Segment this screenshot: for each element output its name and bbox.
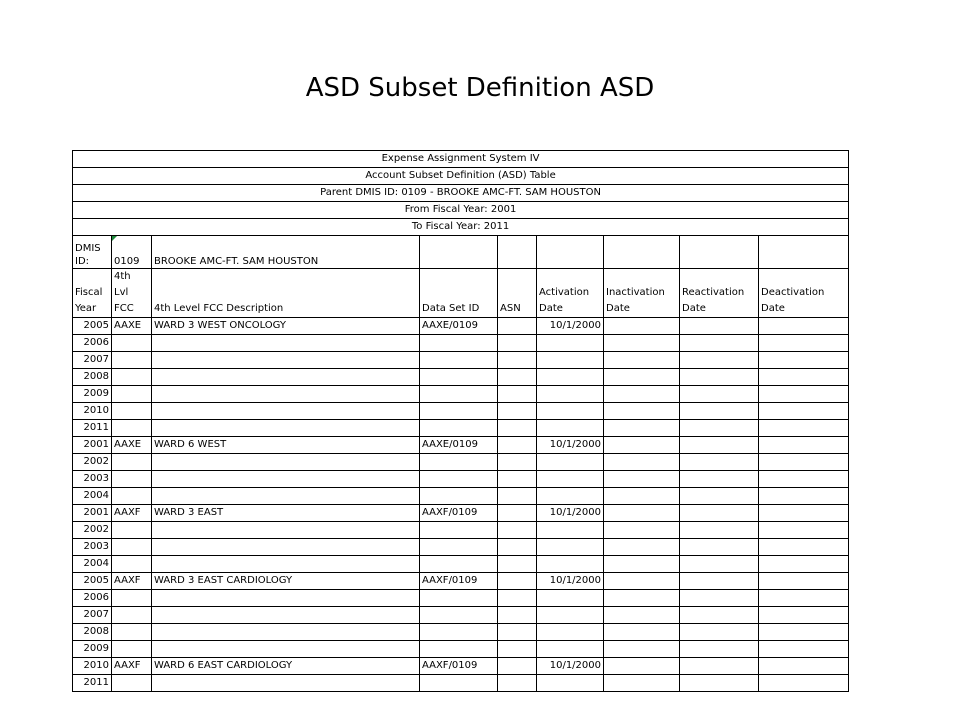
col-fiscal-year [73, 269, 112, 318]
asn-cell[interactable] [498, 658, 537, 675]
data-set-id-cell[interactable] [420, 590, 498, 607]
fiscal-year-cell[interactable]: 2003 [73, 471, 112, 488]
report-parent-dmis: Parent DMIS ID: 0109 - BROOKE AMC-FT. SAM HOUSTON [73, 185, 849, 202]
description-cell[interactable] [152, 522, 420, 539]
reactivation-date-cell[interactable] [680, 335, 759, 352]
deactivation-date-cell[interactable] [759, 420, 849, 437]
deactivation-date-cell[interactable] [759, 454, 849, 471]
data-set-id-cell[interactable] [420, 641, 498, 658]
data-set-id-cell[interactable] [420, 471, 498, 488]
deactivation-date-cell[interactable] [759, 658, 849, 675]
fiscal-year-cell[interactable]: 2006 [73, 335, 112, 352]
fcc-cell[interactable]: AAXE [112, 437, 152, 454]
reactivation-date-cell[interactable] [680, 437, 759, 454]
col-inactivation-line1: Inactivation [606, 287, 665, 298]
dmis-name-cell: BROOKE AMC-FT. SAM HOUSTON [152, 236, 420, 269]
fcc-cell[interactable] [112, 471, 152, 488]
fiscal-year-cell[interactable]: 2010 [73, 403, 112, 420]
activation-date-cell[interactable] [537, 352, 604, 369]
data-set-id-cell[interactable] [420, 369, 498, 386]
asn-cell[interactable] [498, 505, 537, 522]
col-fiscal-year-line2: Year [75, 303, 97, 314]
data-set-id-cell[interactable] [420, 352, 498, 369]
data-set-id-cell[interactable]: AAXF/0109 [420, 658, 498, 675]
activation-date-cell[interactable] [537, 539, 604, 556]
deactivation-date-cell[interactable] [759, 607, 849, 624]
asn-cell[interactable] [498, 556, 537, 573]
table-row [73, 369, 849, 386]
description-cell[interactable]: WARD 3 WEST ONCOLOGY [152, 318, 420, 335]
fiscal-year-cell[interactable]: 2001 [73, 505, 112, 522]
table-row [73, 471, 849, 488]
table-row [73, 454, 849, 471]
reactivation-date-cell[interactable] [680, 420, 759, 437]
page-title: ASD Subset Definition ASD [305, 73, 655, 103]
inactivation-date-cell[interactable] [604, 335, 680, 352]
description-cell[interactable] [152, 454, 420, 471]
reactivation-date-cell[interactable] [680, 403, 759, 420]
data-set-id-cell[interactable] [420, 607, 498, 624]
asn-cell[interactable] [498, 420, 537, 437]
table-row [73, 437, 849, 454]
reactivation-date-cell[interactable] [680, 641, 759, 658]
reactivation-date-cell[interactable] [680, 369, 759, 386]
description-cell[interactable] [152, 386, 420, 403]
fcc-cell[interactable] [112, 556, 152, 573]
table-row [73, 675, 849, 692]
fcc-cell[interactable] [112, 539, 152, 556]
reactivation-date-cell[interactable] [680, 488, 759, 505]
asn-cell[interactable] [498, 641, 537, 658]
report-to-year: To Fiscal Year: 2011 [73, 219, 849, 236]
fcc-cell[interactable] [112, 590, 152, 607]
col-fcc-line2: Lvl [114, 287, 129, 298]
activation-date-cell[interactable] [537, 556, 604, 573]
inactivation-date-cell[interactable] [604, 471, 680, 488]
inactivation-date-cell[interactable] [604, 318, 680, 335]
col-description: 4th Level FCC Description [152, 269, 420, 318]
deactivation-date-cell[interactable] [759, 471, 849, 488]
activation-date-cell[interactable] [537, 624, 604, 641]
table-row [73, 488, 849, 505]
fiscal-year-cell[interactable]: 2005 [73, 573, 112, 590]
fiscal-year-cell[interactable]: 2002 [73, 454, 112, 471]
description-cell[interactable] [152, 420, 420, 437]
description-cell[interactable] [152, 675, 420, 692]
activation-date-cell[interactable] [537, 369, 604, 386]
description-cell[interactable]: WARD 6 EAST CARDIOLOGY [152, 658, 420, 675]
asn-cell[interactable] [498, 607, 537, 624]
report-header-row [73, 151, 849, 168]
inactivation-date-cell[interactable] [604, 420, 680, 437]
fiscal-year-cell[interactable]: 2007 [73, 607, 112, 624]
deactivation-date-cell[interactable] [759, 352, 849, 369]
deactivation-date-cell[interactable] [759, 369, 849, 386]
description-cell[interactable] [152, 352, 420, 369]
inactivation-date-cell[interactable] [604, 488, 680, 505]
data-set-id-cell[interactable] [420, 403, 498, 420]
table-row [73, 522, 849, 539]
report-header-row [73, 185, 849, 202]
fcc-cell[interactable] [112, 352, 152, 369]
data-set-id-cell[interactable] [420, 539, 498, 556]
description-cell[interactable]: WARD 3 EAST CARDIOLOGY [152, 573, 420, 590]
inactivation-date-cell[interactable] [604, 437, 680, 454]
activation-date-cell[interactable]: 10/1/2000 [537, 658, 604, 675]
description-cell[interactable] [152, 335, 420, 352]
reactivation-date-cell[interactable] [680, 539, 759, 556]
description-cell[interactable]: WARD 6 WEST [152, 437, 420, 454]
deactivation-date-cell[interactable] [759, 590, 849, 607]
fcc-cell[interactable] [112, 386, 152, 403]
reactivation-date-cell[interactable] [680, 556, 759, 573]
table-row [73, 318, 849, 335]
dmis-empty-cell [604, 236, 680, 269]
report-from-year: From Fiscal Year: 2001 [73, 202, 849, 219]
data-set-id-cell[interactable]: AAXE/0109 [420, 437, 498, 454]
description-cell[interactable] [152, 471, 420, 488]
col-deactivation-line1: Deactivation [761, 287, 825, 298]
inactivation-date-cell[interactable] [604, 573, 680, 590]
deactivation-date-cell[interactable] [759, 403, 849, 420]
inactivation-date-cell[interactable] [604, 675, 680, 692]
fiscal-year-cell[interactable]: 2002 [73, 522, 112, 539]
report-header-row [73, 168, 849, 185]
col-activation-date [537, 269, 604, 318]
deactivation-date-cell[interactable] [759, 488, 849, 505]
activation-date-cell[interactable] [537, 386, 604, 403]
dmis-id-cell[interactable]: 0109 [112, 236, 152, 269]
col-reactivation-line1: Reactivation [682, 287, 745, 298]
dmis-empty-cell [420, 236, 498, 269]
fiscal-year-cell[interactable]: 2001 [73, 437, 112, 454]
dmis-label-cell [73, 236, 112, 269]
data-set-id-cell[interactable] [420, 335, 498, 352]
asn-cell[interactable] [498, 318, 537, 335]
fcc-cell[interactable]: AAXF [112, 505, 152, 522]
activation-date-cell[interactable] [537, 335, 604, 352]
fcc-cell[interactable] [112, 675, 152, 692]
col-fcc [112, 269, 152, 318]
fcc-cell[interactable] [112, 420, 152, 437]
asn-cell[interactable] [498, 352, 537, 369]
col-deactivation-line2: Date [761, 303, 785, 314]
deactivation-date-cell[interactable] [759, 539, 849, 556]
inactivation-date-cell[interactable] [604, 522, 680, 539]
report-table-name: Account Subset Definition (ASD) Table [73, 168, 849, 185]
activation-date-cell[interactable] [537, 488, 604, 505]
reactivation-date-cell[interactable] [680, 386, 759, 403]
deactivation-date-cell[interactable] [759, 624, 849, 641]
table-row [73, 607, 849, 624]
report-system-name: Expense Assignment System IV [73, 151, 849, 168]
dmis-empty-cell [498, 236, 537, 269]
report-header-row [73, 219, 849, 236]
table-row [73, 420, 849, 437]
fiscal-year-cell[interactable]: 2010 [73, 658, 112, 675]
asn-cell[interactable] [498, 471, 537, 488]
col-activation-line1: Activation [539, 287, 590, 298]
activation-date-cell[interactable] [537, 420, 604, 437]
fcc-cell[interactable] [112, 522, 152, 539]
fiscal-year-cell[interactable]: 2011 [73, 675, 112, 692]
table-row [73, 624, 849, 641]
deactivation-date-cell[interactable] [759, 505, 849, 522]
fcc-cell[interactable] [112, 641, 152, 658]
activation-date-cell[interactable] [537, 675, 604, 692]
data-set-id-cell[interactable]: AAXF/0109 [420, 505, 498, 522]
table-row [73, 335, 849, 352]
inactivation-date-cell[interactable] [604, 403, 680, 420]
deactivation-date-cell[interactable] [759, 522, 849, 539]
reactivation-date-cell[interactable] [680, 505, 759, 522]
data-set-id-cell[interactable] [420, 522, 498, 539]
asn-cell[interactable] [498, 488, 537, 505]
description-cell[interactable] [152, 403, 420, 420]
fcc-cell[interactable]: AAXE [112, 318, 152, 335]
activation-date-cell[interactable] [537, 607, 604, 624]
activation-date-cell[interactable] [537, 471, 604, 488]
table-row [73, 590, 849, 607]
asn-cell[interactable] [498, 573, 537, 590]
report-header-row [73, 202, 849, 219]
dmis-empty-cell [537, 236, 604, 269]
fiscal-year-cell[interactable]: 2008 [73, 369, 112, 386]
data-set-id-cell[interactable] [420, 488, 498, 505]
reactivation-date-cell[interactable] [680, 590, 759, 607]
inactivation-date-cell[interactable] [604, 556, 680, 573]
description-cell[interactable] [152, 556, 420, 573]
fiscal-year-cell[interactable]: 2011 [73, 420, 112, 437]
activation-date-cell[interactable] [537, 403, 604, 420]
fcc-cell[interactable]: AAXF [112, 658, 152, 675]
reactivation-date-cell[interactable] [680, 675, 759, 692]
asn-cell[interactable] [498, 675, 537, 692]
data-set-id-cell[interactable]: AAXE/0109 [420, 318, 498, 335]
reactivation-date-cell[interactable] [680, 471, 759, 488]
inactivation-date-cell[interactable] [604, 539, 680, 556]
deactivation-date-cell[interactable] [759, 675, 849, 692]
asn-cell[interactable] [498, 454, 537, 471]
inactivation-date-cell[interactable] [604, 454, 680, 471]
col-fcc-line1: 4th [114, 271, 131, 282]
col-asn: ASN [498, 269, 537, 318]
description-cell[interactable]: WARD 3 EAST [152, 505, 420, 522]
column-header-row [73, 269, 849, 318]
deactivation-date-cell[interactable] [759, 318, 849, 335]
inactivation-date-cell[interactable] [604, 641, 680, 658]
fcc-cell[interactable] [112, 335, 152, 352]
table-row [73, 403, 849, 420]
fiscal-year-cell[interactable]: 2009 [73, 386, 112, 403]
col-reactivation-date [680, 269, 759, 318]
data-set-id-cell[interactable]: AAXF/0109 [420, 573, 498, 590]
inactivation-date-cell[interactable] [604, 352, 680, 369]
data-set-id-cell[interactable] [420, 675, 498, 692]
inactivation-date-cell[interactable] [604, 505, 680, 522]
dmis-empty-cell [680, 236, 759, 269]
description-cell[interactable] [152, 641, 420, 658]
data-set-id-cell[interactable] [420, 624, 498, 641]
fiscal-year-cell[interactable]: 2008 [73, 624, 112, 641]
table-row [73, 505, 849, 522]
reactivation-date-cell[interactable] [680, 318, 759, 335]
inactivation-date-cell[interactable] [604, 607, 680, 624]
fiscal-year-cell[interactable]: 2005 [73, 318, 112, 335]
fiscal-year-cell[interactable]: 2004 [73, 556, 112, 573]
asn-cell[interactable] [498, 590, 537, 607]
table-row [73, 386, 849, 403]
deactivation-date-cell[interactable] [759, 335, 849, 352]
fiscal-year-cell[interactable]: 2004 [73, 488, 112, 505]
fcc-cell[interactable] [112, 454, 152, 471]
reactivation-date-cell[interactable] [680, 624, 759, 641]
asn-cell[interactable] [498, 539, 537, 556]
activation-date-cell[interactable]: 10/1/2000 [537, 318, 604, 335]
reactivation-date-cell[interactable] [680, 454, 759, 471]
asn-cell[interactable] [498, 335, 537, 352]
description-cell[interactable] [152, 590, 420, 607]
reactivation-date-cell[interactable] [680, 522, 759, 539]
col-inactivation-line2: Date [606, 303, 630, 314]
activation-date-cell[interactable] [537, 454, 604, 471]
asn-cell[interactable] [498, 437, 537, 454]
deactivation-date-cell[interactable] [759, 437, 849, 454]
table-row [73, 641, 849, 658]
col-fiscal-year-line1: Fiscal [75, 287, 103, 298]
fcc-cell[interactable] [112, 403, 152, 420]
table-row [73, 556, 849, 573]
data-set-id-cell[interactable] [420, 454, 498, 471]
inactivation-date-cell[interactable] [604, 658, 680, 675]
activation-date-cell[interactable] [537, 522, 604, 539]
description-cell[interactable] [152, 624, 420, 641]
table-row [73, 573, 849, 590]
fcc-cell[interactable] [112, 488, 152, 505]
deactivation-date-cell[interactable] [759, 573, 849, 590]
deactivation-date-cell[interactable] [759, 641, 849, 658]
col-reactivation-line2: Date [682, 303, 706, 314]
table-row [73, 352, 849, 369]
activation-date-cell[interactable] [537, 590, 604, 607]
deactivation-date-cell[interactable] [759, 556, 849, 573]
description-cell[interactable] [152, 488, 420, 505]
description-cell[interactable] [152, 539, 420, 556]
dmis-row [73, 236, 849, 269]
asn-cell[interactable] [498, 403, 537, 420]
inactivation-date-cell[interactable] [604, 386, 680, 403]
fiscal-year-cell[interactable]: 2009 [73, 641, 112, 658]
activation-date-cell[interactable]: 10/1/2000 [537, 505, 604, 522]
asn-cell[interactable] [498, 624, 537, 641]
data-set-id-cell[interactable] [420, 420, 498, 437]
data-set-id-cell[interactable] [420, 386, 498, 403]
reactivation-date-cell[interactable] [680, 573, 759, 590]
asd-table [72, 150, 849, 692]
fcc-cell[interactable] [112, 607, 152, 624]
description-cell[interactable] [152, 369, 420, 386]
inactivation-date-cell[interactable] [604, 369, 680, 386]
fcc-cell[interactable]: AAXF [112, 573, 152, 590]
fcc-cell[interactable] [112, 369, 152, 386]
fiscal-year-cell[interactable]: 2006 [73, 590, 112, 607]
table-row [73, 658, 849, 675]
asn-cell[interactable] [498, 522, 537, 539]
activation-date-cell[interactable] [537, 641, 604, 658]
reactivation-date-cell[interactable] [680, 658, 759, 675]
col-activation-line2: Date [539, 303, 563, 314]
reactivation-date-cell[interactable] [680, 607, 759, 624]
description-cell[interactable] [152, 607, 420, 624]
fiscal-year-cell[interactable]: 2007 [73, 352, 112, 369]
activation-date-cell[interactable]: 10/1/2000 [537, 437, 604, 454]
asn-cell[interactable] [498, 386, 537, 403]
col-inactivation-date [604, 269, 680, 318]
col-deactivation-date [759, 269, 849, 318]
fcc-cell[interactable] [112, 624, 152, 641]
inactivation-date-cell[interactable] [604, 624, 680, 641]
inactivation-date-cell[interactable] [604, 590, 680, 607]
dmis-label-line2: ID: [75, 256, 90, 267]
table-row [73, 539, 849, 556]
col-fcc-line3: FCC [114, 303, 134, 314]
fiscal-year-cell[interactable]: 2003 [73, 539, 112, 556]
dmis-label-line1: DMIS [75, 243, 101, 254]
asn-cell[interactable] [498, 369, 537, 386]
reactivation-date-cell[interactable] [680, 352, 759, 369]
data-set-id-cell[interactable] [420, 556, 498, 573]
dmis-empty-cell [759, 236, 849, 269]
deactivation-date-cell[interactable] [759, 386, 849, 403]
col-data-set-id: Data Set ID [420, 269, 498, 318]
activation-date-cell[interactable]: 10/1/2000 [537, 573, 604, 590]
